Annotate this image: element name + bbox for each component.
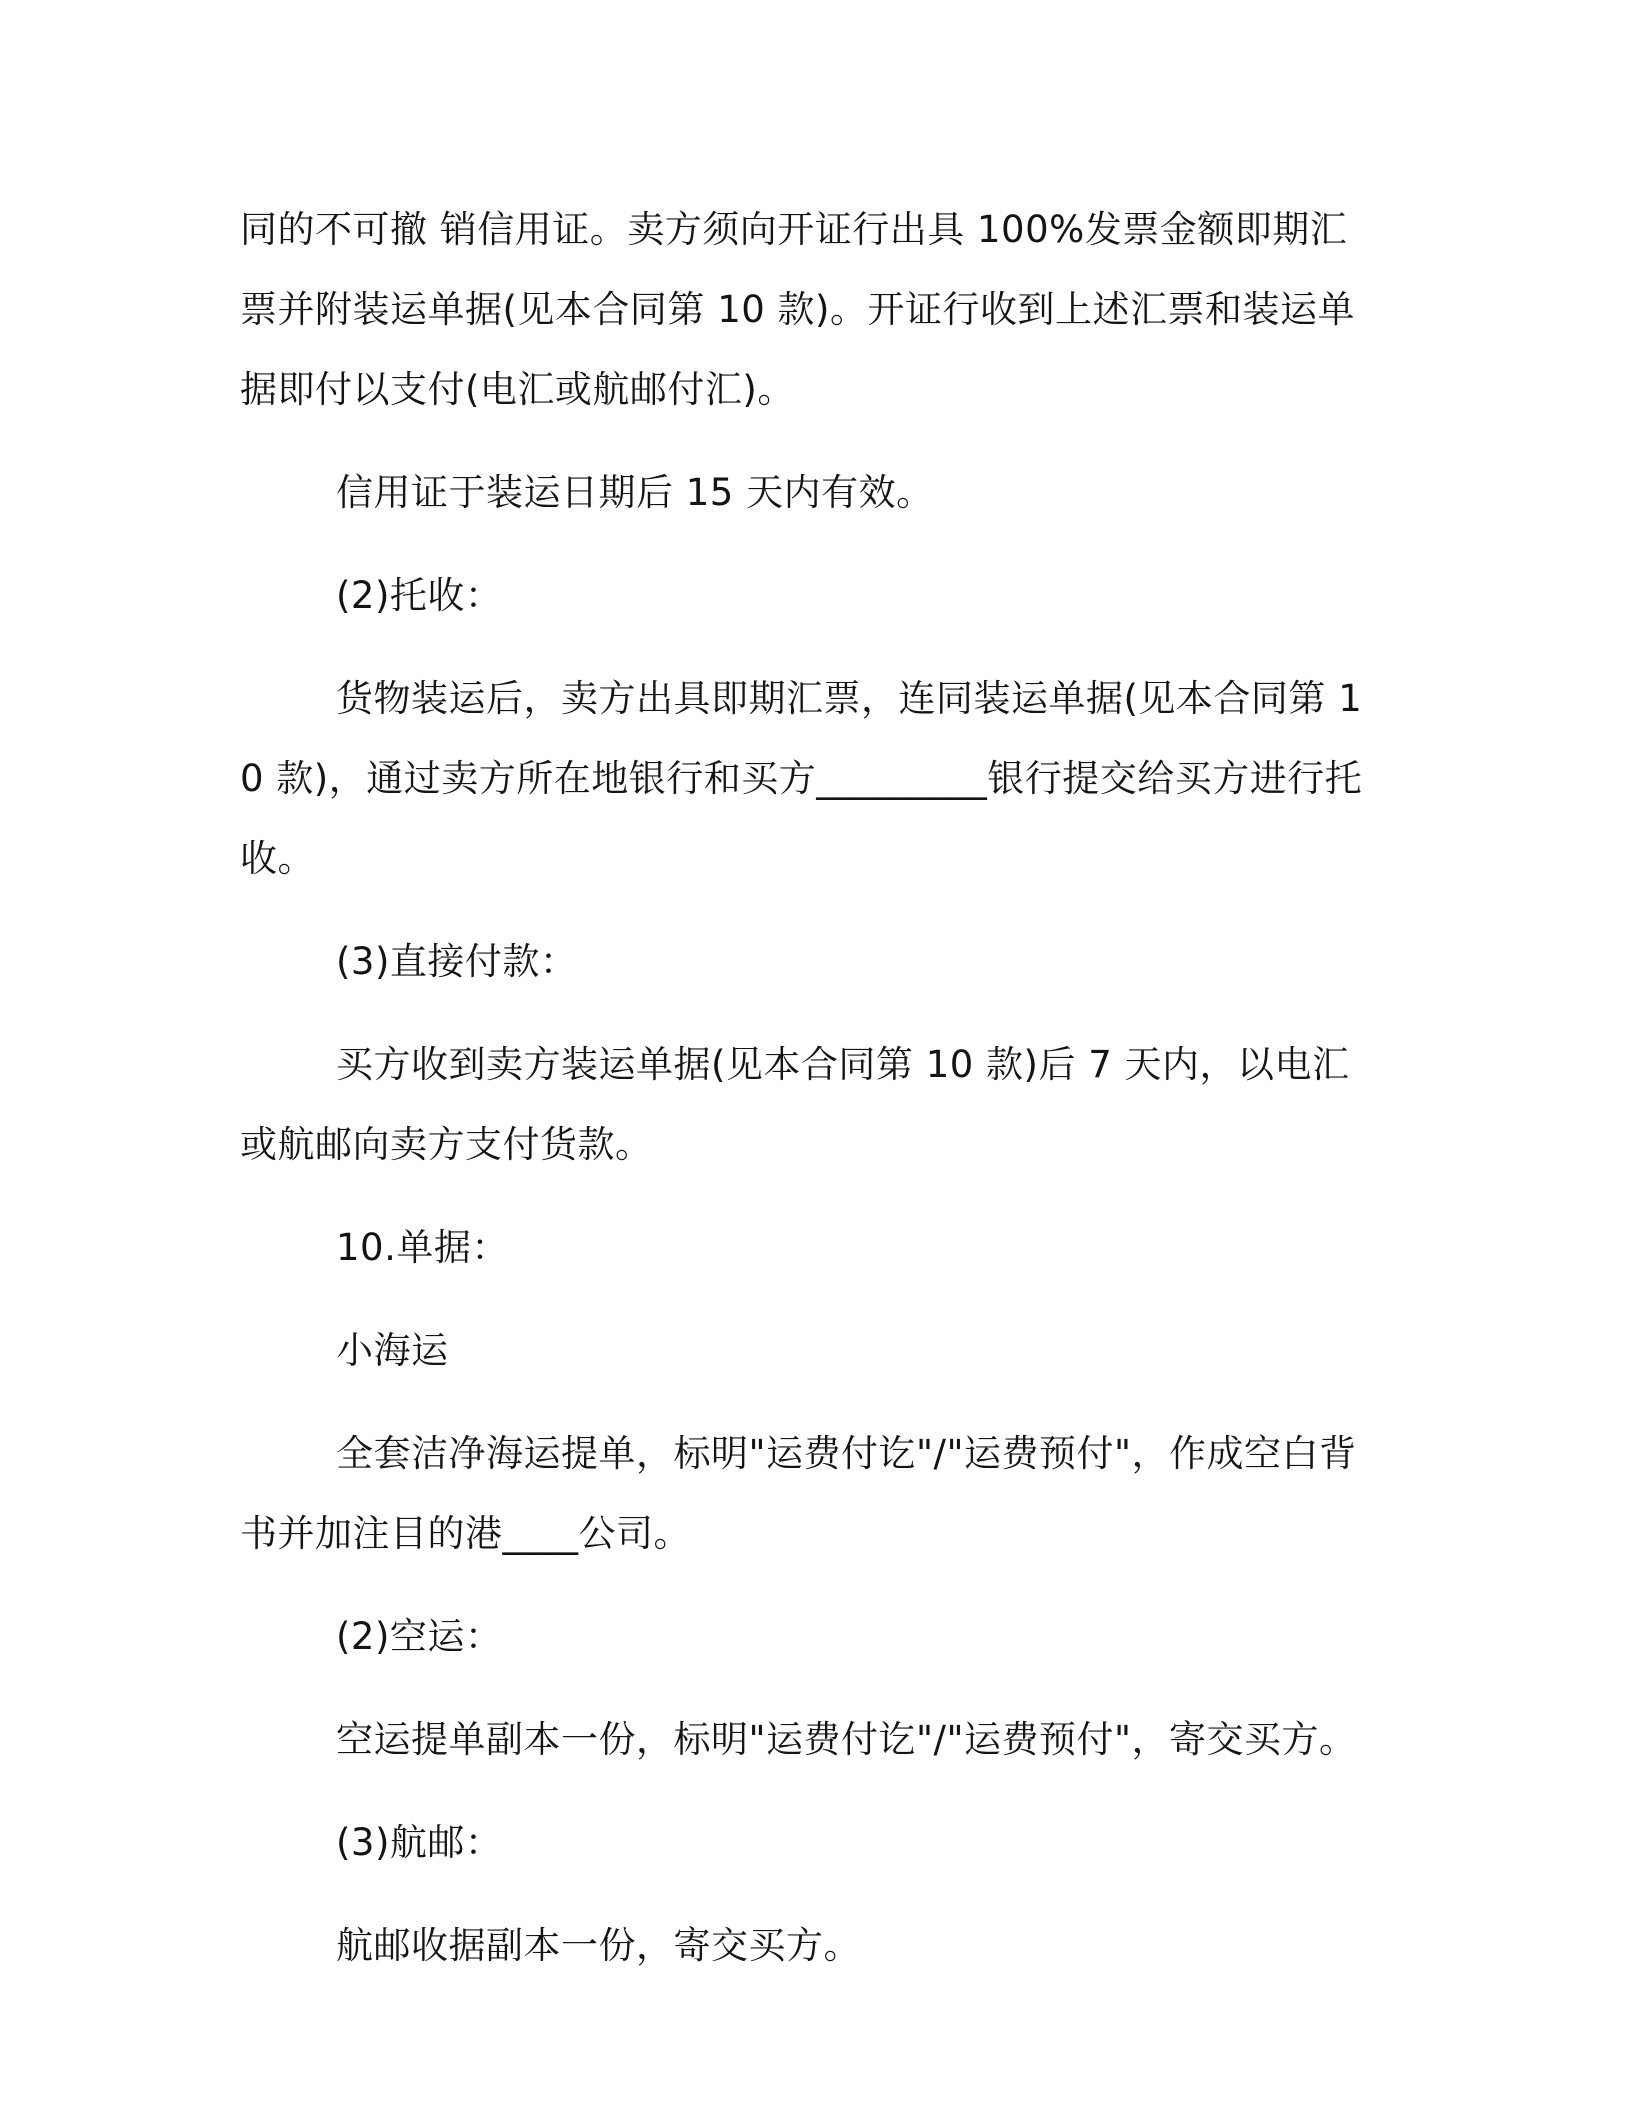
paragraph-air-waybill: 空运提单副本一份，标明"运费付讫"/"运费预付"，寄交买方。 bbox=[336, 1718, 1357, 1761]
heading-air-transport: (2)空运： bbox=[336, 1615, 503, 1658]
heading-documents: 10.单据： bbox=[336, 1226, 509, 1269]
heading-air-mail: (3)航邮： bbox=[336, 1821, 503, 1864]
paragraph-lc-payment: 同的不可撤 销信用证。卖方须向开证行出具 100%发票金额即期汇票并附装运单据(见本合同第 10 款)。开证行收到上述汇票和装运单据即付以支付(电汇或航邮付汇)。 bbox=[240, 208, 1355, 411]
heading-collection: (2)托收： bbox=[336, 574, 503, 617]
paragraph-direct-payment: 买方收到卖方装运单据(见本合同第 10 款)后 7 天内，以电汇或航邮向卖方支付货款。 bbox=[240, 1043, 1350, 1166]
paragraph-sea-bill-of-lading: 全套洁净海运提单，标明"运费付讫"/"运费预付"，作成空白背书并加注目的港____公司。 bbox=[240, 1432, 1357, 1555]
paragraph-air-mail-receipt: 航邮收据副本一份，寄交买方。 bbox=[336, 1924, 861, 1967]
heading-sea-transport: 小海运 bbox=[336, 1329, 449, 1372]
paragraph-lc-validity: 信用证于装运日期后 15 天内有效。 bbox=[336, 471, 934, 514]
heading-direct-payment: (3)直接付款： bbox=[336, 940, 578, 983]
paragraph-collection: 货物装运后，卖方出具即期汇票，连同装运单据(见本合同第 10 款)，通过卖方所在地银行和买方_________银行提交给买方进行托收。 bbox=[240, 677, 1363, 880]
document-body bbox=[240, 190, 1380, 1986]
